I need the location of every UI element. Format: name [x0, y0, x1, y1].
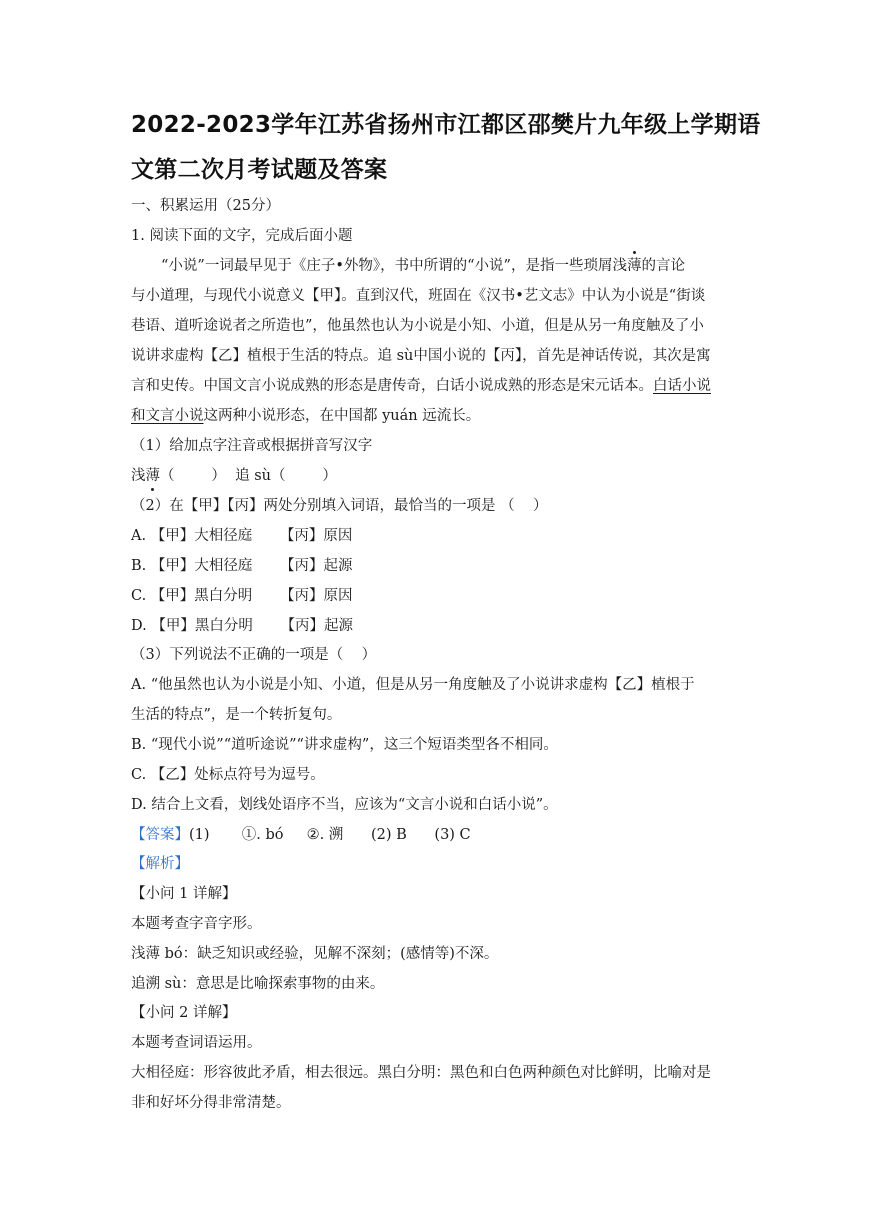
question-stem: 1. 阅读下面的文字，完成后面小题	[131, 228, 353, 244]
passage-line-5	[131, 376, 711, 396]
passage-line-4: 说讲求虚构【乙】植根于生活的特点。追 sù中国小说的【丙】，首先是神话传说，其次是寓	[131, 348, 711, 364]
detail-line: 浅薄 bó：缺乏知识或经验，见解不深刻；(感情等)不深。	[131, 946, 499, 962]
passage-line-1	[161, 256, 685, 276]
sub-question-1-blanks	[131, 466, 337, 486]
option-c: C. 【乙】处标点符号为逗号。	[131, 767, 325, 783]
passage-line-3: 巷语、道听途说者之所造也”，他虽然也认为小说是小知、小道，但是从另一角度触及了小	[131, 318, 704, 334]
option-b: B. 【甲】大相径庭 【丙】起源	[131, 558, 353, 574]
passage-line-6	[131, 406, 480, 426]
sub-question-1: （1）给加点字注音或根据拼音写汉字	[131, 438, 373, 454]
detail-heading-1: 【小问 1 详解】	[131, 886, 237, 902]
option-a-line-1: A. “他虽然也认为小说是小知、小道，但是从另一角度触及了小说讲求虚构【乙】植根于	[131, 677, 695, 693]
option-c: C. 【甲】黑白分明 【丙】原因	[131, 588, 353, 604]
detail-heading-2: 【小问 2 详解】	[131, 1005, 237, 1021]
detail-line: 本题考查字音字形。	[131, 916, 262, 932]
passage-text: 言和史传。中国文言小说成熟的形态是唐传奇，白话小说成熟的形态是宋元话本。	[131, 378, 653, 394]
sub-question-3: （3）下列说法不正确的一项是（ ）	[131, 647, 377, 663]
option-b: B. “现代小说”“道听途说”“讲求虚构”，这三个短语类型各不相同。	[131, 737, 558, 753]
detail-line: 本题考查词语运用。	[131, 1035, 262, 1051]
detail-line: 非和好坏分得非常清楚。	[131, 1095, 291, 1111]
answer-blank: 追 sù（ ）	[225, 468, 337, 484]
passage-line-2: 与小道理，与现代小说意义【甲】。直到汉代，班固在《汉书•艺文志》中认为小说是“街谈	[131, 288, 706, 304]
dotted-character: 薄	[626, 258, 642, 274]
answer-blank: （ ）	[160, 468, 226, 484]
answer-line	[131, 825, 471, 845]
document-title-line-2: 文第二次月考试题及答案	[131, 157, 388, 183]
answer-text: (1) ①. bó ②. 溯 (2) B (3) C	[189, 827, 471, 843]
passage-text: “小说”一词最早见于《庄子•外物》，书中所谓的“小说”，是指一些琐屑浅	[161, 258, 627, 274]
underlined-phrase: 和文言小说	[131, 408, 204, 424]
section-heading: 一、积累运用（25分）	[131, 198, 280, 214]
analysis-label: 【解析】	[131, 856, 189, 872]
option-a-line-2: 生活的特点”，是一个转折复句。	[131, 707, 342, 723]
option-a: A. 【甲】大相径庭 【丙】原因	[131, 528, 353, 544]
document-title-line-1: 2022-2023学年江苏省扬州市江都区邵樊片九年级上学期语	[131, 112, 761, 138]
dotted-character: 薄	[145, 468, 160, 484]
detail-line: 追溯 sù：意思是比喻探索事物的由来。	[131, 976, 385, 992]
answer-label: 【答案】	[131, 827, 189, 843]
option-d: D. 结合上文看，划线处语序不当，应该为“文言小说和白话小说”。	[131, 797, 558, 813]
passage-text: 的言论	[641, 258, 685, 274]
sub-question-2: （2）在【甲】【丙】两处分别填入词语，最恰当的一项是 （ ）	[131, 498, 548, 514]
option-d: D. 【甲】黑白分明 【丙】起源	[131, 618, 353, 634]
passage-text: 这两种小说形态，在中国都 yuán 远流长。	[203, 408, 481, 424]
blank-word: 浅	[131, 468, 146, 484]
underlined-phrase: 白话小说	[653, 378, 711, 394]
detail-line: 大相径庭：形容彼此矛盾，相去很远。黑白分明：黑色和白色两种颜色对比鲜明，比喻对是	[131, 1065, 711, 1081]
